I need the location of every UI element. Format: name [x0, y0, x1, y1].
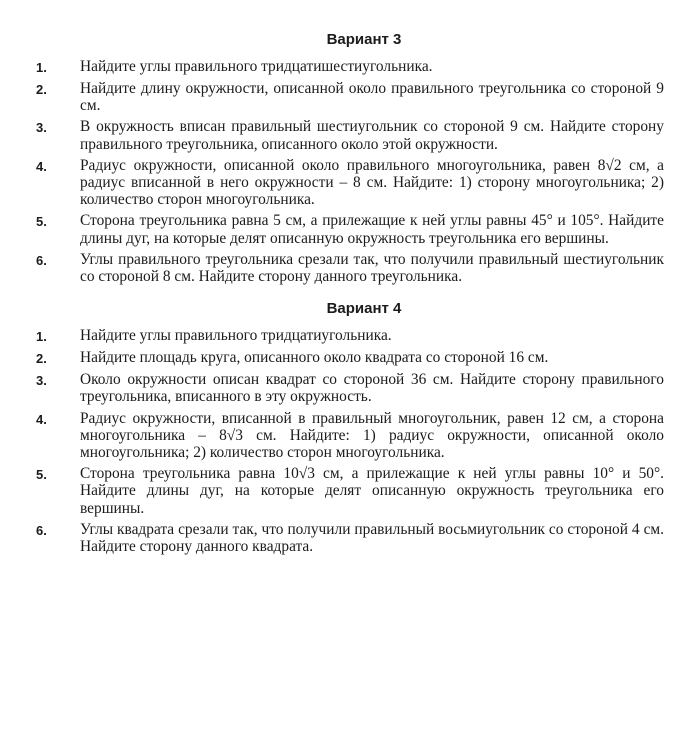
task-item [36, 212, 664, 246]
task-text: В окружность вписан правильный шестиугольник со стороной 9 см. Найдите сторону правильного треугольника, описанного около этой окружности. [80, 118, 664, 153]
task-number: 4. [36, 158, 47, 174]
task-item [36, 465, 664, 517]
task-number: 6. [36, 522, 47, 538]
task-number: 2. [36, 351, 47, 367]
variant-4-title: Вариант 4 [326, 300, 402, 318]
variant-3-title: Вариант 3 [326, 31, 402, 48]
task-number: 5. [36, 214, 47, 230]
task-item [36, 410, 664, 462]
task-number: 4. [36, 411, 47, 427]
task-text: Найдите углы правильного тридцатишестиугольника. [80, 58, 433, 75]
task-item [36, 371, 664, 405]
task-item [36, 58, 664, 76]
task-text: Радиус окружности, описанной около правильного многоугольника, равен 8√2 см, а радиус вписанной в него окружности – 8 см. Найдите: 1) сторону многоугольника; 2) количество сторон многоугольника. [80, 156, 664, 209]
task-text: Найдите площадь круга, описанного около квадрата со стороной 16 см. [80, 349, 549, 367]
task-item [36, 251, 664, 285]
task-text: Сторона треугольника равна 5 см, а прилежащие к ней углы равны 45° и 105°. Найдите длины дуг, на которые делят описанную окружность треугольника его вершины. [80, 212, 664, 247]
task-item [36, 327, 664, 345]
task-number: 3. [36, 120, 47, 136]
task-text: Найдите длину окружности, описанной около правильного треугольника со стороной 9 см. [80, 80, 664, 115]
task-item [36, 118, 664, 152]
task-text: Углы квадрата срезали так, что получили правильный восьмиугольник со стороной 4 см. Найдите сторону данного квадрата. [80, 520, 664, 556]
task-number: 6. [36, 252, 47, 268]
task-item [36, 80, 664, 114]
task-text: Сторона треугольника равна 10√3 см, а прилежащие к ней углы равны 10° и 50°. Найдите длины дуг, на которые делят описанную окружность треугольника его вершины. [80, 465, 664, 517]
task-number: 3. [36, 373, 47, 389]
task-text: Около окружности описан квадрат со стороной 36 см. Найдите сторону правильного треугольника, вписанного в эту окружность. [80, 371, 664, 406]
task-number: 2. [36, 82, 47, 97]
task-number: 1. [36, 329, 47, 345]
task-text: Радиус окружности, вписанной в правильный многоугольник, равен 12 см, а сторона многоугольника – 8√3 см. Найдите: 1) радиус окружности, описанной около многоугольника; 2) количество сторон многоугольника. [80, 409, 664, 462]
task-item [36, 349, 664, 367]
task-number: 5. [36, 467, 47, 483]
variant-4-section [36, 299, 664, 555]
task-item [36, 157, 664, 209]
task-number: 1. [36, 60, 47, 75]
variant-3-section [36, 30, 664, 285]
task-text: Углы правильного треугольника срезали так, что получили правильный шестиугольник со стороной 8 см. Найдите сторону данного треугольника. [80, 250, 664, 286]
task-item [36, 521, 664, 555]
task-text: Найдите углы правильного тридцатиугольника. [80, 327, 392, 345]
